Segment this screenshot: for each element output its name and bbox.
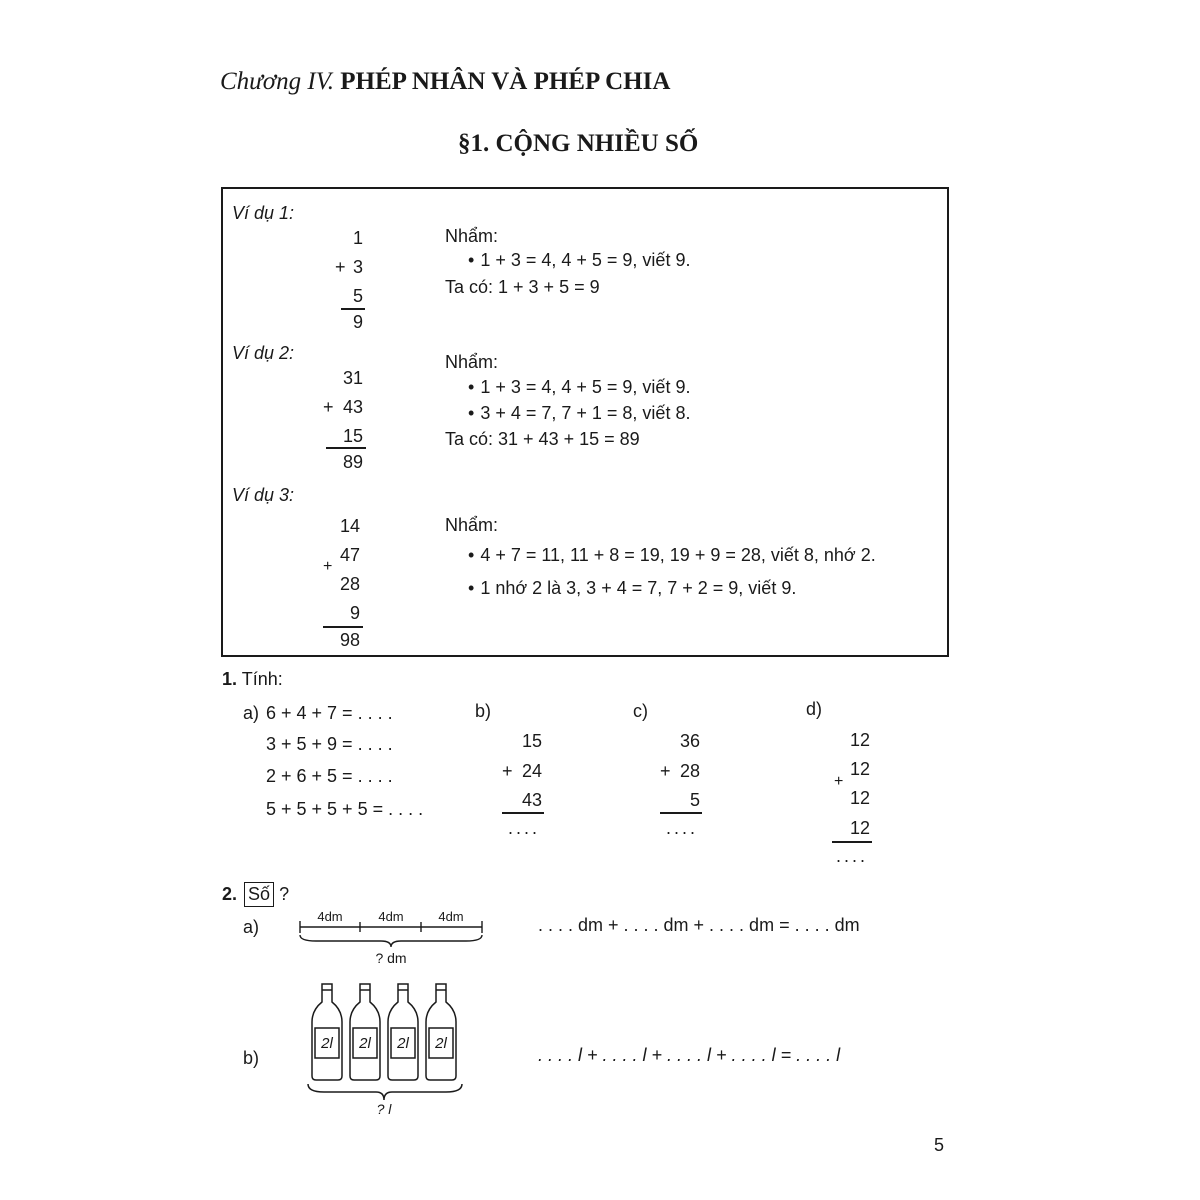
part-b-operand: 15: [521, 731, 542, 751]
example-3-label: Ví dụ 3:: [232, 485, 295, 505]
plus-sign: +: [323, 397, 334, 417]
exercise-2-number: 2.: [222, 884, 238, 904]
segment-label: 4dm: [378, 909, 404, 924]
part-a-line: 3 + 5 + 9 = . . . .: [266, 734, 393, 754]
total-label: ? l: [376, 1101, 392, 1117]
ex2-part-a-label: a): [243, 917, 260, 937]
part-d-operand: 12: [849, 730, 870, 750]
ex2-part-b-label: b): [243, 1048, 260, 1068]
chapter-title: PHÉP NHÂN VÀ PHÉP CHIA: [340, 68, 671, 95]
part-d-operand: 12: [849, 759, 870, 779]
mental-step: • 4 + 7 = 11, 11 + 8 = 19, 19 + 9 = 28, viết 8, nhớ 2.: [468, 545, 876, 566]
example-1-conclusion: Ta có: 1 + 3 + 5 = 9: [445, 277, 600, 297]
part-d-operand: 12: [849, 788, 870, 808]
answer-blank[interactable]: ....: [836, 846, 869, 866]
segment-diagram: [296, 905, 488, 971]
part-c-operand: 5: [689, 790, 700, 810]
answer-blank[interactable]: ....: [508, 818, 541, 838]
part-b-operand: 43: [521, 790, 542, 810]
plus-sign: +: [834, 773, 844, 790]
exercise-2-heading: [222, 882, 289, 907]
sum-rule: [502, 812, 544, 814]
segment-label: 4dm: [438, 909, 464, 924]
example-2-label: Ví dụ 2:: [232, 343, 295, 363]
mental-label: Nhẩm:: [445, 515, 499, 535]
example-2-result: 89: [342, 452, 363, 472]
part-a-label: a): [243, 703, 260, 723]
exercise-1-number: 1.: [222, 669, 238, 689]
part-d-label: d): [806, 699, 823, 719]
sum-rule: [832, 841, 872, 843]
bottle-label: 2l: [321, 1035, 333, 1052]
bottle-label: 2l: [359, 1035, 371, 1052]
example-1-operand: 3: [352, 257, 363, 277]
example-2-operand: 15: [342, 426, 363, 446]
segment-label: 4dm: [317, 909, 343, 924]
exercise-1-heading: [222, 669, 283, 690]
mental-label: Nhẩm:: [445, 226, 499, 246]
part-a-line: 6 + 4 + 7 = . . . .: [266, 703, 393, 723]
plus-sign: +: [660, 761, 671, 781]
example-1-label: Ví dụ 1:: [232, 203, 295, 223]
part-b-label: b): [475, 701, 492, 721]
total-label: ? dm: [375, 950, 407, 966]
part-c-label: c): [633, 701, 648, 721]
part-c-operand: 36: [679, 731, 700, 751]
chapter-prefix: Chương IV.: [220, 68, 335, 95]
mental-step: • 3 + 4 = 7, 7 + 1 = 8, viết 8.: [468, 403, 690, 424]
mental-label: Nhẩm:: [445, 352, 499, 372]
example-3-result: 98: [339, 630, 360, 650]
plus-sign: +: [335, 257, 346, 277]
part-d-operand: 12: [849, 818, 870, 838]
example-3-operand: 47: [339, 545, 360, 565]
plus-sign: +: [502, 761, 513, 781]
part-a-line: 2 + 6 + 5 = . . . .: [266, 766, 393, 786]
answer-blank[interactable]: ....: [666, 818, 699, 838]
boxed-word: Số: [244, 882, 274, 907]
sum-rule: [341, 308, 365, 310]
example-3-operand: 28: [339, 574, 360, 594]
example-2-operand: 43: [342, 397, 363, 417]
part-c-operand: 28: [679, 761, 700, 781]
chapter-heading: [220, 68, 670, 96]
bottle-diagram: [300, 980, 470, 1118]
question-mark: ?: [279, 884, 290, 904]
example-2-conclusion: Ta có: 31 + 43 + 15 = 89: [445, 429, 640, 449]
bottle-label: 2l: [435, 1035, 447, 1052]
example-1-operand: 5: [352, 286, 363, 306]
part-b-operand: 24: [521, 761, 542, 781]
mental-step: • 1 nhớ 2 là 3, 3 + 4 = 7, 7 + 2 = 9, viết 9.: [468, 578, 796, 599]
sum-rule: [323, 626, 363, 628]
sum-rule: [326, 447, 366, 449]
sum-rule: [660, 812, 702, 814]
exercise-1-label: Tính:: [241, 669, 283, 689]
ex2-part-b-equation[interactable]: . . . . l + . . . . l + . . . . l + . . . . l = . . . . l: [538, 1045, 841, 1065]
mental-step: • 1 + 3 = 4, 4 + 5 = 9, viết 9.: [468, 377, 690, 398]
ex2-part-a-equation[interactable]: . . . . dm + . . . . dm + . . . . dm = . . . . dm: [538, 915, 860, 935]
example-3-operand: 9: [349, 603, 360, 623]
page-number: 5: [934, 1135, 945, 1155]
example-1-operand: 1: [352, 228, 363, 248]
section-title: §1. CỘNG NHIỀU SỐ: [458, 130, 699, 157]
bottle-label: 2l: [397, 1035, 409, 1052]
example-1-result: 9: [352, 312, 363, 332]
plus-sign: +: [323, 558, 333, 575]
example-2-operand: 31: [342, 368, 363, 388]
example-3-operand: 14: [339, 516, 360, 536]
part-a-line: 5 + 5 + 5 + 5 = . . . .: [266, 799, 424, 819]
mental-step: • 1 + 3 = 4, 4 + 5 = 9, viết 9.: [468, 250, 690, 271]
